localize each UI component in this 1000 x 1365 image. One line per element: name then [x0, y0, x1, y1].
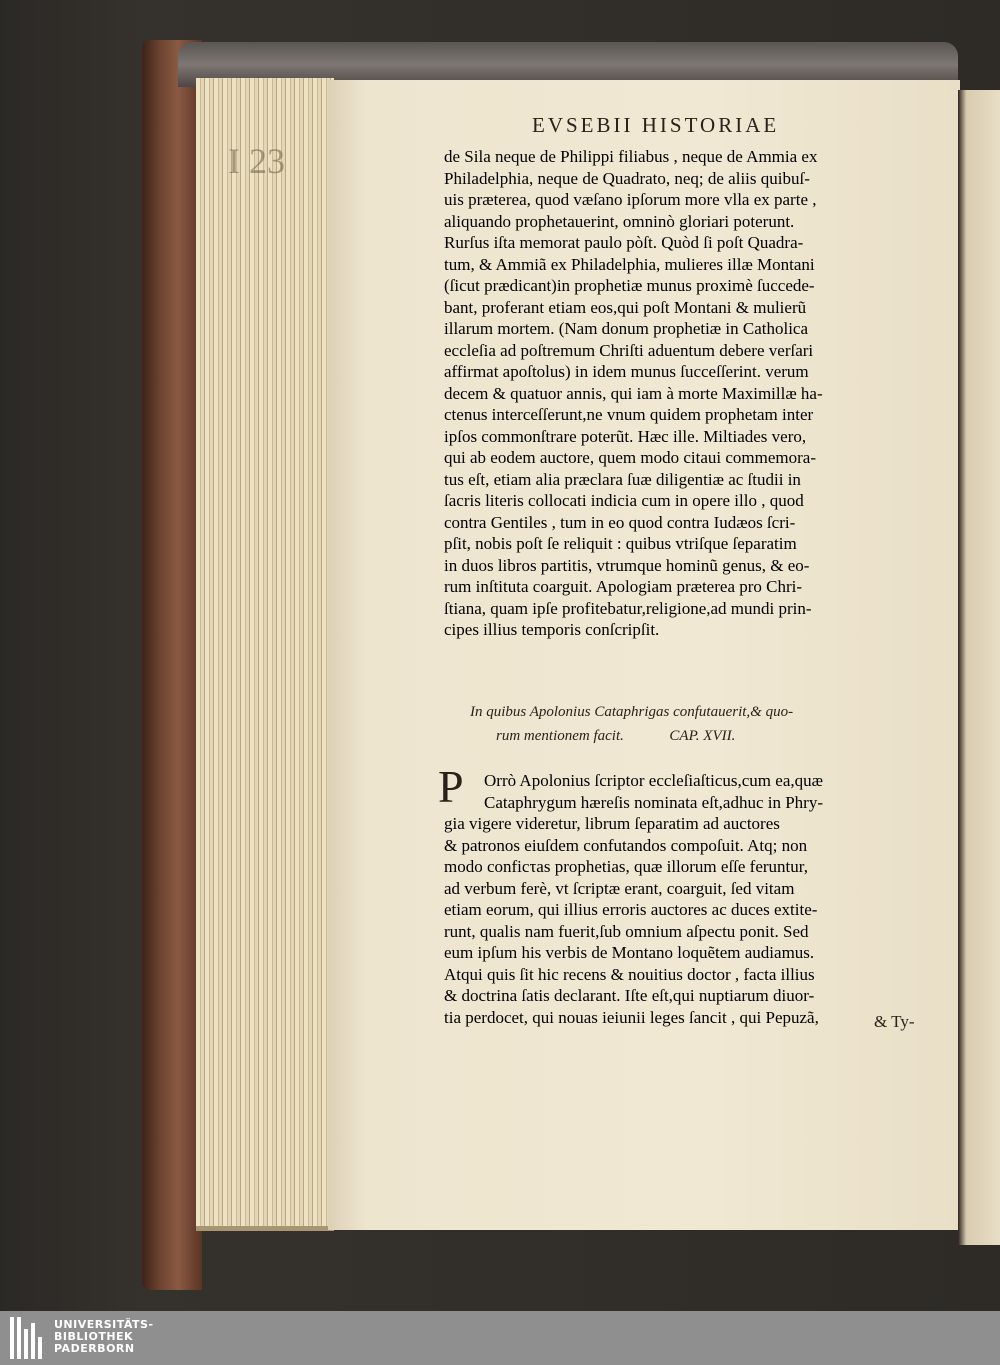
text-line: Orrò Apolonius ſcriptor eccleſiaſticus,cum ea,quæ — [484, 771, 823, 790]
library-footer — [0, 1311, 1000, 1365]
text-line: ipſos commonſtrare poterũt. Hæc ille. Miltiades vero, — [444, 426, 807, 446]
text-line: ctenus interceſſerunt,ne vnum quidem prophetam inter — [444, 405, 814, 424]
text-line: tum, & Ammiã ex Philadelphia, mulieres illæ Montani — [444, 254, 815, 274]
text-line: ad verbum ferè, vt ſcriptæ erant, coarguit, ſed vitam — [444, 878, 795, 898]
text-line: eum ipſum his verbis de Montano loquẽtem audiamus. — [444, 943, 815, 962]
text-line: Rurſus iſta memorat paulo pòſt. Quòd ſi poſt Quadra- — [444, 233, 804, 252]
caption-line-1: In quibus Apolonius Cataphrigas confutauerit,& quo- — [470, 704, 794, 720]
logo-line-2: BIBLIOTHEK — [54, 1330, 134, 1343]
text-line: & doctrina ſatis declarant. Iſte eſt,qui nuptiarum diuor- — [444, 986, 815, 1005]
text-line: bant, proferant etiam eos,qui poſt Montani & mulierũ — [444, 297, 807, 317]
running-head: EVSEBII HISTORIAE — [532, 113, 780, 137]
text-line: decem & quatuor annis, qui iam à morte Maximillæ ha- — [444, 383, 823, 403]
text-line: ſacris literis collocati indicia cum in opere illo , quod — [444, 491, 804, 510]
text-line: & patronos eiuſdem confutandos compoſuit. Atq; non — [444, 835, 808, 855]
text-line: Atqui quis ſit hic recens & nouitius doctor , facta illius — [444, 964, 815, 984]
text-line: tia perdocet, qui nouas ieiunii leges ſancit , qui Pepuzã, — [444, 1007, 819, 1027]
page-edges — [196, 78, 334, 1231]
text-line: rum inſtituta coarguit. Apologiam præterea pro Chri- — [444, 577, 803, 596]
show-through-folio: I 23 — [228, 141, 285, 181]
text-line: pſit, nobis poſt ſe reliquit : quibus vtriſque ſeparatim — [444, 534, 797, 553]
text-line: ſtiana, quam ipſe profitebatur,religione,ad mundi prin- — [444, 598, 812, 618]
chapter-number: CAP. XVII. — [669, 728, 736, 744]
catchword: & Ty- — [874, 1012, 915, 1031]
text-line: modo conficτas prophetias, quæ illorum eſſe feruntur, — [444, 857, 809, 876]
text-line: uis præterea, quod væſano ipſorum more vlla ex parte , — [444, 190, 817, 209]
caption-line-2 — [470, 724, 940, 748]
text-line: etiam eorum, qui illius erroris auctores ac duces extite- — [444, 900, 818, 919]
text-line: eccleſia ad poſtremum Chriſti aduentum debere verſari — [444, 340, 814, 360]
text-line: cipes illius temporis conſcripſit. — [444, 620, 660, 639]
logo-line-3: PADERBORN — [54, 1342, 135, 1355]
logo-line-1: UNIVERSITÄTS- — [54, 1318, 154, 1331]
text-line: runt, qualis nam fuerit,ſub omnium aſpectu ponit. Sed — [444, 921, 809, 941]
text-line: gia vigere videretur, librum ſeparatim ad auctores — [444, 814, 780, 833]
paragraph-1 — [444, 146, 956, 641]
text-line: tus eſt, etiam alia præclara ſuæ diligentiæ ac ſtudii in — [444, 469, 801, 489]
text-line: (ſicut prædicant)in prophetiæ munus proximè ſuccede- — [444, 276, 815, 295]
library-logo-icon — [10, 1317, 50, 1359]
text-line: in duos libros partitis, vtrumque hominũ genus, & eo- — [444, 555, 810, 575]
text-line: contra Gentiles , tum in eo quod contra Iudæos ſcri- — [444, 512, 796, 532]
text-line: affirmat apoſtolus) in idem munus ſucceſſerint. verum — [444, 362, 809, 381]
text-line: de Sila neque de Philippi filiabus , neque de Ammia ex — [444, 147, 818, 166]
chapter-caption — [470, 700, 940, 748]
facing-page-edge — [958, 90, 1000, 1245]
paragraph-2 — [444, 770, 956, 1028]
text-line: Cataphrygum hæreſis nominata eſt,adhuc in Phry- — [484, 792, 823, 812]
text-line: illarum mortem. (Nam donum prophetiæ in Catholica — [444, 319, 809, 338]
text-line: aliquando prophetauerint, omninò gloriari poterunt. — [444, 211, 795, 231]
text-line: qui ab eodem auctore, quem modo citaui commemora- — [444, 448, 816, 467]
caption-text: rum mentionem facit. — [496, 728, 624, 744]
book-cover-left — [142, 40, 202, 1290]
drop-capital: P — [438, 761, 464, 812]
text-line: Philadelphia, neque de Quadrato, neq; de aliis quibuſ- — [444, 168, 810, 188]
library-logo-text — [54, 1319, 154, 1355]
